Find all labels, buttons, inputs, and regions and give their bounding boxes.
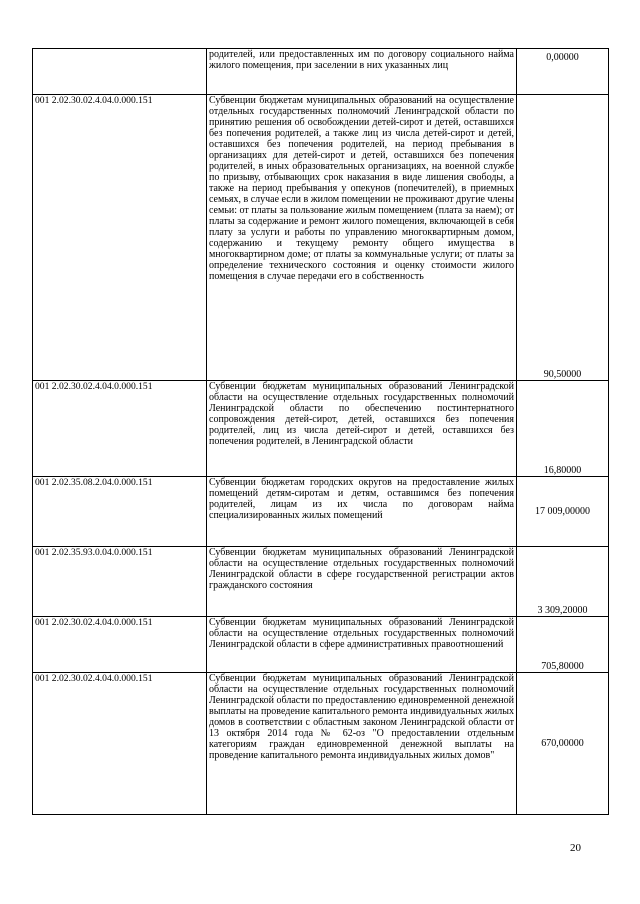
row-code: 001 2.02.35.93.0.04.0.000.151 [33,547,207,617]
table-row [33,617,609,673]
row-amount: 705,80000 [517,617,609,673]
row-code: 001 2.02.30.02.4.04.0.000.151 [33,617,207,673]
row-amount: 17 009,00000 [517,477,609,547]
table-row [33,95,609,381]
table-row [33,381,609,477]
row-code [33,49,207,95]
page-number: 20 [570,842,581,854]
row-description: Субвенции бюджетам муниципальных образований Ленинградской области на осуществление отдельных государственных полномочий Ленинградской области по предоставлению единовременной денежной выплаты на проведение капитального ремонта индивидуальных жилых домов в соответствии с областным законом Ленинградской области от 13 октября 2014 года № 62-оз "О предоставлении отдельным категориям граждан единовременной денежной выплаты на проведение капитального ремонта индивидуальных жилых домов" [207,673,517,815]
table-row [33,49,609,95]
row-description: Субвенции бюджетам муниципальных образований Ленинградской области на осуществление отдельных государственных полномочий Ленинградской области в сфере административных правоотношений [207,617,517,673]
table-row [33,477,609,547]
row-amount: 90,50000 [517,95,609,381]
row-description: Субвенции бюджетам муниципальных образований Ленинградской области на осуществление отдельных государственных полномочий Ленинградской области в сфере государственной регистрации актов гражданского состояния [207,547,517,617]
table-row [33,547,609,617]
row-amount: 3 309,20000 [517,547,609,617]
row-description: Субвенции бюджетам муниципальных образований на осуществление отдельных государственных полномочий Ленинградской области по принятию решения об освобождении детей-сирот и детей, оставшихся без попечения родителей, а также лиц из числа детей-сирот и детей, оставшихся без попечения родителей, на период пребывания в организациях для детей-сирот и детей, оставшихся без попечения родителей, в иных образовательных организациях, на военной службе по призыву, отбывающих срок наказания в виде лишения свободы, а также на период пребывания у опекунов (попечителей), в приемных семьях, в случае если в жилом помещении не проживают другие члены семьи: от платы за пользование жилым помещением (плата за наем); от платы за содержание и ремонт жилого помещения, включающей в себя плату за услуги и работы по управлению многоквартирным домом, содержанию и текущему ремонту общего имущества в многоквартирном доме; от платы за коммунальные услуги; от платы за определение технического состояния и оценку стоимости жилого помещения в случае передачи его в собственность [207,95,517,381]
row-description: родителей, или предоставленных им по договору социального найма жилого помещения, при заселении в них указанных лиц [207,49,517,95]
row-description: Субвенции бюджетам городских округов на предоставление жилых помещений детям-сиротам и детям, оставшимся без попечения родителей, лицам из их числа по договорам найма специализированных жилых помещений [207,477,517,547]
row-code: 001 2.02.30.02.4.04.0.000.151 [33,673,207,815]
row-amount: 16,80000 [517,381,609,477]
row-code: 001 2.02.30.02.4.04.0.000.151 [33,381,207,477]
budget-table [32,48,609,815]
row-description: Субвенции бюджетам муниципальных образований Ленинградской области на осуществление отдельных государственных полномочий Ленинградской области по обеспечению постинтернатного сопровождения детей-сирот, детей, оставшихся без попечения родителей, лиц из числа детей-сирот и детей, оставшихся без попечения родителей, в Ленинградской области [207,381,517,477]
table-row [33,673,609,815]
row-code: 001 2.02.30.02.4.04.0.000.151 [33,95,207,381]
row-amount: 0,00000 [517,49,609,95]
row-code: 001 2.02.35.08.2.04.0.000.151 [33,477,207,547]
row-amount: 670,00000 [517,673,609,815]
